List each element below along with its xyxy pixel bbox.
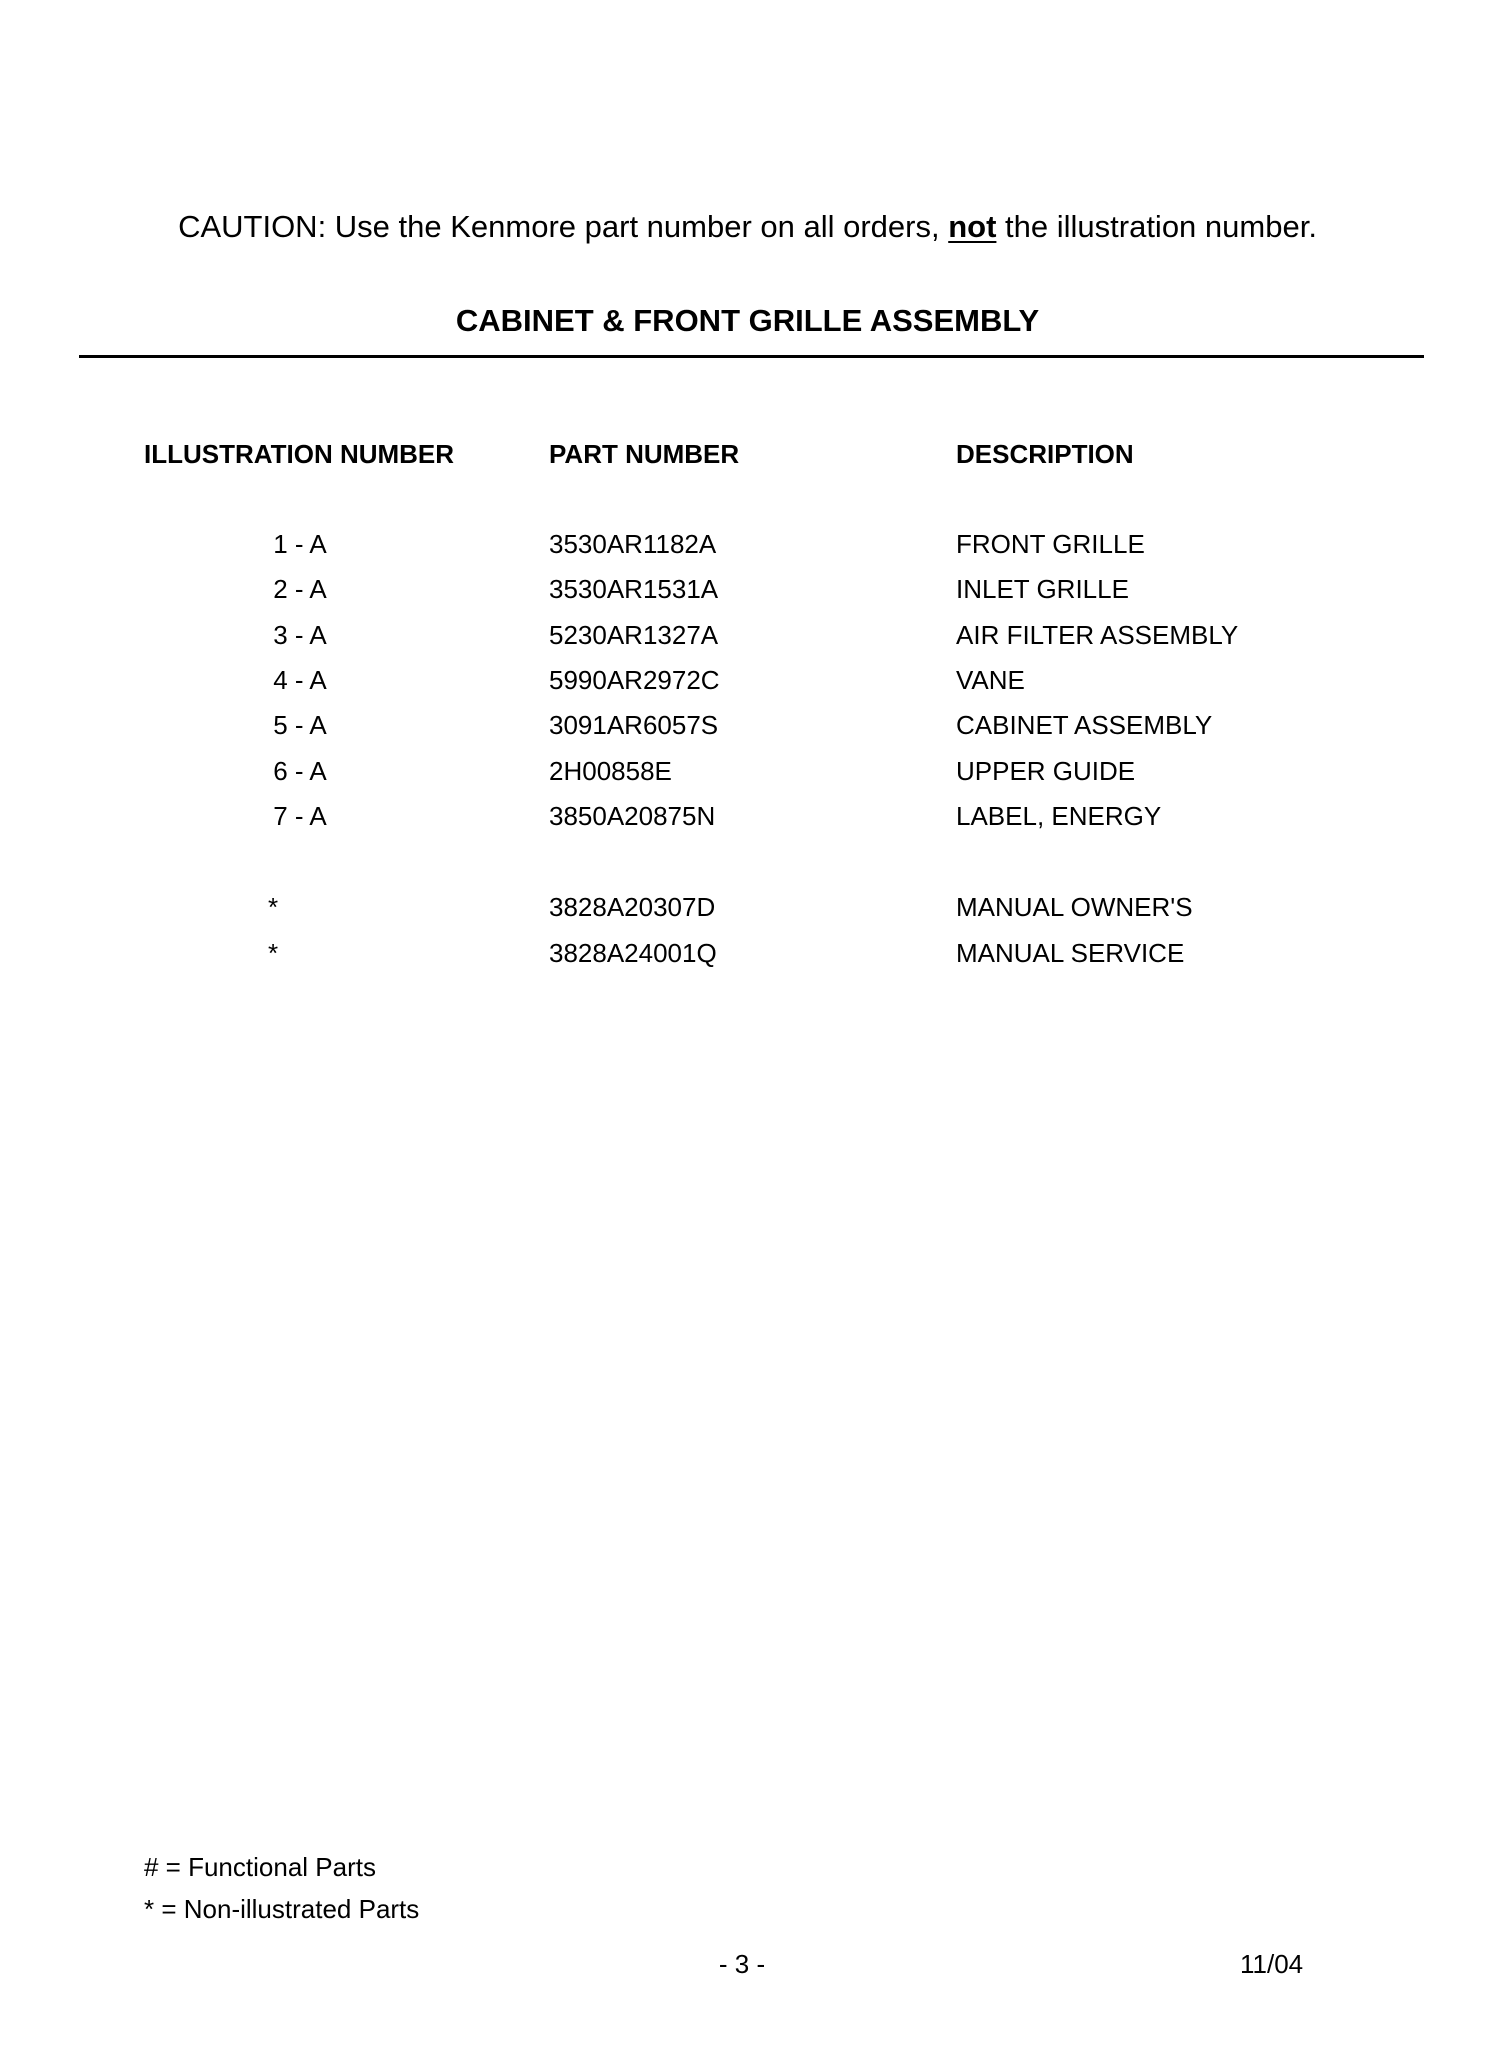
- part-number: 3091AR6057S: [549, 710, 719, 740]
- part-number: 3828A24001Q: [549, 938, 717, 968]
- table-row: [0, 573, 1495, 618]
- part-number: 3530AR1531A: [549, 574, 719, 604]
- non-illustrated-marker: *: [268, 892, 279, 922]
- table-row: [0, 755, 1495, 800]
- revision-date: 11/04: [1240, 1949, 1304, 1979]
- part-number: 5230AR1327A: [549, 620, 719, 650]
- illustration-number: 5 - A: [273, 710, 327, 740]
- legend-non-illustrated-parts: * = Non-illustrated Parts: [144, 1894, 420, 1924]
- part-description: MANUAL SERVICE: [956, 938, 1185, 968]
- part-description: AIR FILTER ASSEMBLY: [956, 620, 1239, 650]
- legend-functional-parts: # = Functional Parts: [144, 1852, 376, 1882]
- part-description: FRONT GRILLE: [956, 529, 1145, 559]
- part-number: 3828A20307D: [549, 892, 716, 922]
- table-row: [0, 664, 1495, 709]
- part-description: UPPER GUIDE: [956, 756, 1136, 786]
- part-number: 3850A20875N: [549, 801, 716, 831]
- illustration-number: 7 - A: [273, 801, 327, 831]
- illustration-number: 4 - A: [273, 665, 327, 695]
- table-row-non-illustrated: [0, 937, 1495, 982]
- illustration-number: 2 - A: [273, 574, 327, 604]
- table-row: [0, 528, 1495, 573]
- section-title: CABINET & FRONT GRILLE ASSEMBLY: [455, 303, 1040, 338]
- part-number: 5990AR2972C: [549, 665, 720, 695]
- title-divider: [79, 355, 1424, 358]
- part-description: MANUAL OWNER'S: [956, 892, 1193, 922]
- part-description: VANE: [956, 665, 1025, 695]
- caution-prefix: CAUTION: Use the Kenmore part number on all orders,: [178, 209, 949, 244]
- part-number: 2H00858E: [549, 756, 672, 786]
- page-number: - 3 -: [718, 1949, 766, 1979]
- header-part-number: PART NUMBER: [549, 439, 740, 469]
- header-description: DESCRIPTION: [956, 439, 1134, 469]
- table-row-non-illustrated: [0, 891, 1495, 936]
- caution-suffix: the illustration number.: [996, 209, 1317, 244]
- header-illustration-number: ILLUSTRATION NUMBER: [144, 439, 455, 469]
- illustration-number: 1 - A: [273, 529, 327, 559]
- illustration-number: 6 - A: [273, 756, 327, 786]
- part-description: LABEL, ENERGY: [956, 801, 1162, 831]
- caution-emphasis: not: [948, 209, 997, 244]
- table-row: [0, 619, 1495, 664]
- caution-note: [0, 208, 1495, 246]
- part-description: CABINET ASSEMBLY: [956, 710, 1213, 740]
- part-number: 3530AR1182A: [549, 529, 717, 559]
- table-row: [0, 800, 1495, 845]
- part-description: INLET GRILLE: [956, 574, 1129, 604]
- illustration-number: 3 - A: [273, 620, 327, 650]
- table-row: [0, 709, 1495, 754]
- non-illustrated-marker: *: [268, 938, 279, 968]
